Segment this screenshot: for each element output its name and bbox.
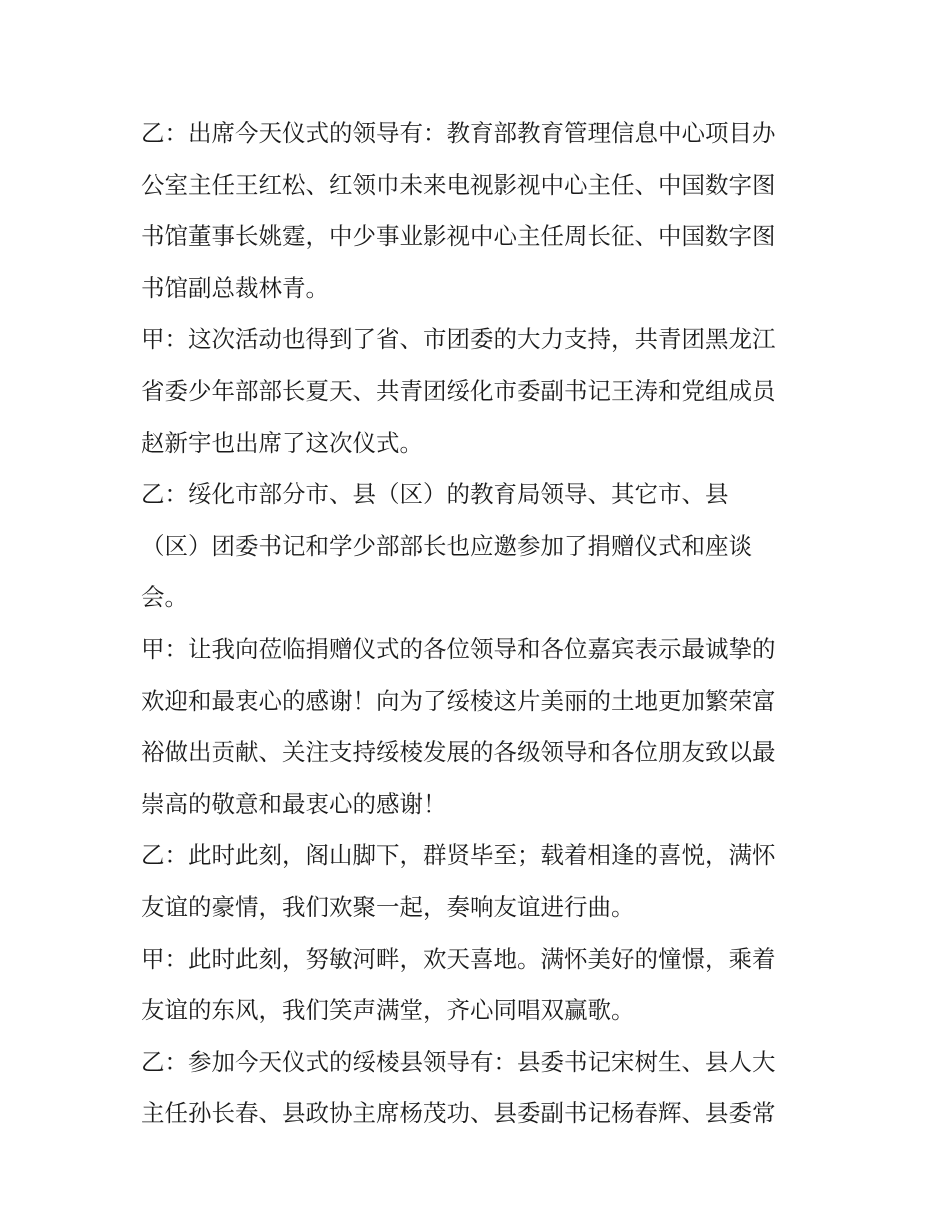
text-line: 乙：出席今天仪式的领导有：教育部教育管理信息中心项目办 [141,119,776,147]
text-line: 乙：绥化市部分市、县（区）的教育局领导、其它市、县 [141,480,729,509]
text-line: 公室主任王红松、红领巾未来电视影视中心主任、中国数字图 [141,170,776,199]
text-line: 友谊的东风，我们笑声满堂，齐心同唱双赢歌。 [141,996,635,1025]
text-line: 赵新宇也出席了这次仪式。 [141,428,423,457]
text-line: 欢迎和最衷心的感谢！向为了绥棱这片美丽的土地更加繁荣富 [141,686,776,715]
text-line: 主任孙长春、县政协主席杨茂功、县委副书记杨春辉、县委常 [141,1099,776,1128]
document-body [141,108,821,1140]
text-line: 乙：此时此刻，阁山脚下，群贤毕至；载着相逢的喜悦，满怀 [141,841,776,870]
text-line: 甲：此时此刻，努敏河畔，欢天喜地。满怀美好的憧憬，乘着 [141,944,776,973]
text-line: 裕做出贡献、关注支持绥棱发展的各级领导和各位朋友致以最 [141,738,776,767]
text-line: 书馆董事长姚霆，中少事业影视中心主任周长征、中国数字图 [141,222,776,251]
text-line: 崇高的敬意和最衷心的感谢！ [141,789,447,818]
text-line: 甲：让我向莅临捐赠仪式的各位领导和各位嘉宾表示最诚挚的 [141,634,776,663]
text-line: 甲：这次活动也得到了省、市团委的大力支持，共青团黑龙江 [141,325,776,354]
text-line: 会。 [141,583,188,612]
text-line: （区）团委书记和学少部部长也应邀参加了捐赠仪式和座谈 [141,531,752,560]
text-line: 省委少年部部长夏天、共青团绥化市委副书记王涛和党组成员 [141,376,776,405]
text-line: 友谊的豪情，我们欢聚一起，奏响友谊进行曲。 [141,892,635,921]
text-line: 书馆副总裁林青。 [141,273,329,302]
text-line: 乙：参加今天仪式的绥棱县领导有：县委书记宋树生、县人大 [141,1047,776,1076]
